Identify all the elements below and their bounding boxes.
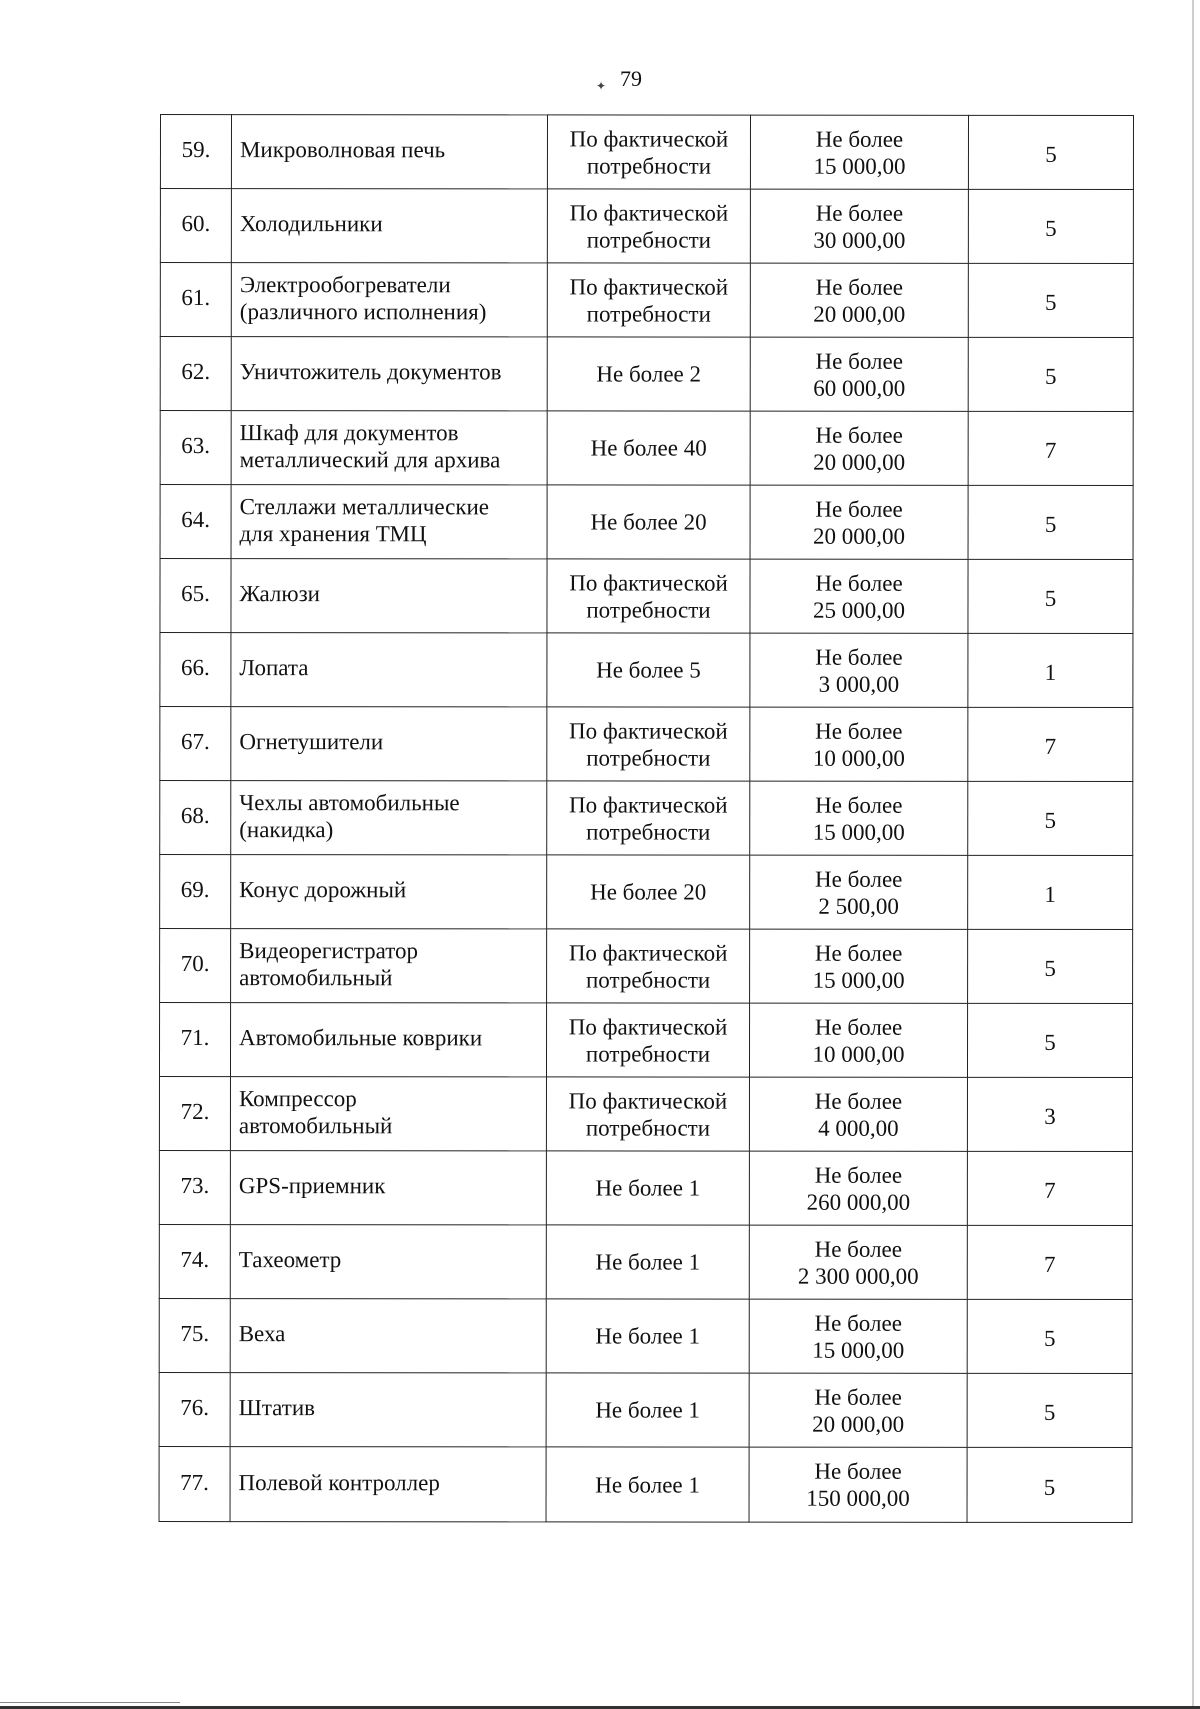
table-row <box>160 855 1133 930</box>
item-name: Шкаф для документов металлический для архива <box>239 419 501 472</box>
row-number-cell <box>160 707 231 781</box>
item-price: Не более 30 000,00 <box>813 200 906 253</box>
scan-mark: ✦ <box>596 79 607 93</box>
item-service-life-cell <box>967 1077 1132 1151</box>
item-service-life: 1 <box>1044 881 1056 907</box>
item-price-cell <box>750 855 968 929</box>
item-quantity-cell <box>546 1299 749 1373</box>
item-quantity-cell <box>546 1447 749 1522</box>
table-row <box>160 337 1133 412</box>
item-service-life-cell <box>968 485 1133 559</box>
item-name-cell <box>231 707 547 781</box>
row-number: 62. <box>181 359 211 385</box>
item-name: Жалюзи <box>239 581 321 607</box>
item-name: Видеорегистратор автомобильный <box>239 937 419 990</box>
item-service-life-cell <box>968 263 1133 337</box>
item-price: Не более 260 000,00 <box>806 1162 911 1215</box>
item-service-life: 5 <box>1044 955 1056 981</box>
item-name: Компрессор автомобильный <box>238 1085 393 1138</box>
scan-edge-right <box>1192 0 1194 1709</box>
table-row <box>160 633 1133 708</box>
row-number: 65. <box>181 581 210 607</box>
item-quantity: Не более 20 <box>590 509 707 535</box>
item-quantity-cell <box>546 1003 749 1077</box>
item-name-cell <box>231 929 547 1003</box>
item-quantity-cell <box>546 1373 749 1447</box>
item-service-life-cell <box>968 781 1133 855</box>
row-number: 68. <box>180 803 210 829</box>
item-price: Не более 20 000,00 <box>813 496 906 549</box>
table-row <box>159 1224 1132 1299</box>
item-quantity-cell <box>547 263 750 337</box>
item-service-life: 7 <box>1044 1251 1056 1277</box>
row-number-cell <box>159 1003 230 1077</box>
item-price-cell <box>750 633 968 707</box>
item-service-life: 3 <box>1044 1103 1056 1129</box>
item-price-cell <box>750 337 968 411</box>
items-table <box>159 114 1134 1523</box>
table-row <box>160 411 1133 486</box>
item-price-cell <box>750 707 968 781</box>
row-number-cell <box>160 781 231 855</box>
item-service-life: 7 <box>1044 733 1057 759</box>
item-quantity: Не более 1 <box>595 1397 700 1423</box>
row-number: 76. <box>180 1395 210 1421</box>
item-service-life-cell <box>968 337 1133 411</box>
item-name-cell <box>231 485 547 559</box>
item-quantity-cell <box>547 855 750 929</box>
item-service-life-cell <box>968 707 1133 781</box>
row-number-cell <box>159 1446 230 1521</box>
item-quantity-cell <box>547 337 750 411</box>
item-quantity: По фактической потребности <box>568 791 728 845</box>
table-row <box>160 115 1133 190</box>
item-quantity: Не более 1 <box>595 1249 701 1275</box>
item-price: Не более 20 000,00 <box>813 274 906 327</box>
item-quantity: Не более 20 <box>590 879 707 905</box>
item-service-life-cell <box>967 1299 1132 1373</box>
item-name-cell <box>231 115 547 189</box>
item-service-life-cell <box>967 1151 1132 1225</box>
item-service-life: 5 <box>1044 1029 1056 1055</box>
item-quantity-cell <box>547 559 750 633</box>
item-name: Холодильники <box>239 211 383 237</box>
item-quantity-cell <box>547 929 750 1003</box>
item-quantity-cell <box>547 115 750 189</box>
item-price: Не более 3 000,00 <box>815 644 903 697</box>
item-price: Не более 2 500,00 <box>814 866 903 919</box>
item-service-life-cell <box>967 1373 1132 1447</box>
item-price-cell <box>749 1225 967 1299</box>
row-number: 71. <box>180 1025 210 1051</box>
item-name-cell <box>231 559 547 633</box>
item-quantity: По фактической потребности <box>569 125 729 179</box>
item-service-life-cell <box>968 411 1133 485</box>
row-number-cell <box>160 559 231 633</box>
table-row <box>160 929 1133 1004</box>
page-number: 79 <box>620 66 642 91</box>
item-price: Не более 2 300 000,00 <box>797 1236 919 1289</box>
item-quantity: По фактической потребности <box>569 717 728 771</box>
item-price-cell <box>750 411 968 485</box>
item-name-cell <box>231 337 547 411</box>
item-price: Не более 10 000,00 <box>812 718 905 771</box>
item-price-cell <box>749 1447 967 1522</box>
item-price: Не более 150 000,00 <box>806 1458 910 1511</box>
row-number-cell <box>159 1077 230 1151</box>
scan-edge-bottom-line <box>0 1702 180 1703</box>
item-price-cell <box>750 485 968 559</box>
item-name: Уничтожитель документов <box>239 359 502 385</box>
item-quantity: По фактической потребности <box>568 939 728 993</box>
item-name-cell <box>230 1151 546 1225</box>
item-name-cell <box>230 1003 546 1077</box>
item-service-life-cell <box>967 1003 1132 1077</box>
item-quantity-cell <box>546 1225 749 1299</box>
table-row <box>160 707 1133 782</box>
row-number-cell <box>160 855 231 929</box>
table-row <box>159 1298 1132 1373</box>
item-name-cell <box>230 1299 546 1373</box>
row-number-cell <box>159 1298 230 1372</box>
item-service-life: 5 <box>1045 289 1057 315</box>
item-name-cell <box>231 263 547 337</box>
item-name: Чехлы автомобильные (накидка) <box>239 789 460 842</box>
row-number: 64. <box>181 507 210 533</box>
item-price-cell <box>750 115 968 189</box>
row-number-cell <box>159 1151 230 1225</box>
item-name-cell <box>230 1077 546 1151</box>
item-price: Не более 15 000,00 <box>812 792 905 845</box>
item-name: Тахеометр <box>238 1247 342 1273</box>
item-price: Не более 25 000,00 <box>812 570 905 623</box>
item-service-life: 5 <box>1045 141 1057 167</box>
item-price-cell <box>750 189 968 263</box>
item-price-cell <box>749 1299 967 1373</box>
item-name-cell <box>231 855 547 929</box>
row-number-cell <box>160 633 231 707</box>
item-name: Конус дорожный <box>239 877 407 903</box>
item-name-cell <box>231 189 547 263</box>
row-number: 74. <box>180 1247 210 1273</box>
row-number: 61. <box>181 285 211 311</box>
item-price-cell <box>749 1077 967 1151</box>
item-service-life: 5 <box>1044 807 1057 833</box>
table-body <box>159 115 1133 1523</box>
item-price: Не более 20 000,00 <box>813 422 906 475</box>
item-price-cell <box>750 263 968 337</box>
item-name-cell <box>230 1225 546 1299</box>
row-number-cell <box>160 263 231 337</box>
row-number-cell <box>160 115 231 189</box>
item-service-life: 5 <box>1044 511 1057 537</box>
item-service-life: 5 <box>1044 363 1057 389</box>
row-number-cell <box>159 1224 230 1298</box>
item-name: GPS-приемник <box>238 1173 386 1199</box>
table-row <box>160 189 1133 264</box>
item-name: Электрообогреватели (различного исполнения) <box>239 271 487 324</box>
item-name: Лопата <box>239 655 309 681</box>
item-quantity: Не более 40 <box>590 435 707 461</box>
item-service-life-cell <box>968 855 1133 929</box>
item-quantity: Не более 2 <box>596 361 702 387</box>
item-name-cell <box>231 411 547 485</box>
item-quantity-cell <box>547 633 750 707</box>
item-quantity: Не более 1 <box>595 1471 700 1498</box>
item-price-cell <box>749 1373 967 1447</box>
table-row <box>159 1151 1132 1226</box>
item-name: Микроволновая печь <box>239 137 446 163</box>
item-quantity: По фактической потребности <box>569 199 729 253</box>
row-number: 67. <box>180 729 210 755</box>
table-row <box>159 1003 1132 1078</box>
table-row <box>160 263 1133 338</box>
row-number: 59. <box>181 137 211 163</box>
row-number-cell <box>160 411 231 485</box>
item-name-cell <box>230 1373 546 1447</box>
item-service-life: 5 <box>1043 1399 1056 1425</box>
item-service-life: 5 <box>1043 1325 1056 1351</box>
table-row <box>159 1446 1132 1522</box>
item-service-life: 5 <box>1045 215 1057 241</box>
item-name: Огнетушители <box>239 729 384 755</box>
item-quantity-cell <box>547 411 750 485</box>
row-number: 63. <box>181 433 211 459</box>
item-quantity-cell <box>547 781 750 855</box>
item-quantity: По фактической потребности <box>569 273 729 327</box>
item-service-life-cell <box>968 189 1133 263</box>
item-name: Полевой контроллер <box>238 1469 440 1495</box>
item-price-cell <box>749 1003 967 1077</box>
table-row <box>160 559 1133 634</box>
item-quantity: Не более 1 <box>595 1323 701 1349</box>
item-quantity: По фактической потребности <box>568 1013 728 1067</box>
row-number: 60. <box>181 211 211 237</box>
item-price-cell <box>750 929 968 1003</box>
row-number: 77. <box>180 1469 209 1495</box>
item-name-cell <box>231 633 547 707</box>
item-service-life: 7 <box>1044 1177 1056 1203</box>
item-name: Стеллажи металлические для хранения ТМЦ <box>239 493 490 546</box>
item-quantity-cell <box>547 485 750 559</box>
item-price: Не более 60 000,00 <box>813 348 906 401</box>
item-quantity: По фактической потребности <box>568 1087 728 1141</box>
row-number-cell <box>160 485 231 559</box>
row-number: 70. <box>180 951 210 977</box>
item-quantity-cell <box>546 1151 749 1225</box>
item-quantity: По фактической потребности <box>569 569 728 623</box>
item-name: Автомобильные коврики <box>239 1025 483 1051</box>
row-number: 66. <box>181 655 210 681</box>
item-name-cell <box>230 1447 546 1522</box>
item-price: Не более 4 000,00 <box>814 1088 903 1141</box>
row-number-cell <box>159 1372 230 1446</box>
item-service-life-cell <box>968 559 1133 633</box>
item-service-life-cell <box>967 1225 1132 1299</box>
item-price-cell <box>750 559 968 633</box>
item-service-life-cell <box>968 929 1133 1003</box>
item-name: Веха <box>238 1321 286 1347</box>
item-quantity-cell <box>546 1077 749 1151</box>
item-service-life: 5 <box>1044 585 1057 611</box>
item-quantity: Не более 1 <box>595 1175 701 1201</box>
table-row <box>160 781 1133 856</box>
item-quantity-cell <box>547 707 750 781</box>
table-row <box>159 1372 1132 1447</box>
item-service-life-cell <box>968 633 1133 707</box>
table-row <box>159 1077 1132 1152</box>
item-service-life-cell <box>967 1447 1132 1522</box>
item-price: Не более 15 000,00 <box>812 1310 905 1363</box>
row-number: 69. <box>180 877 210 903</box>
item-service-life: 1 <box>1044 659 1057 685</box>
table-row <box>160 485 1133 560</box>
row-number-cell <box>160 189 231 263</box>
item-price-cell <box>749 1151 967 1225</box>
row-number: 73. <box>180 1173 210 1199</box>
item-price: Не более 10 000,00 <box>812 1014 905 1067</box>
item-service-life: 7 <box>1044 437 1057 463</box>
item-quantity-cell <box>547 189 750 263</box>
item-name-cell <box>231 781 547 855</box>
row-number-cell <box>160 929 231 1003</box>
item-service-life: 5 <box>1043 1474 1056 1500</box>
item-name: Штатив <box>238 1395 316 1421</box>
item-price: Не более 20 000,00 <box>812 1384 905 1437</box>
item-price-cell <box>750 781 968 855</box>
item-price: Не более 15 000,00 <box>812 940 905 993</box>
row-number: 75. <box>180 1321 210 1347</box>
item-service-life-cell <box>968 115 1133 189</box>
row-number: 72. <box>180 1099 210 1125</box>
item-price: Не более 15 000,00 <box>813 126 906 179</box>
row-number-cell <box>160 337 231 411</box>
item-quantity: Не более 5 <box>596 657 701 683</box>
